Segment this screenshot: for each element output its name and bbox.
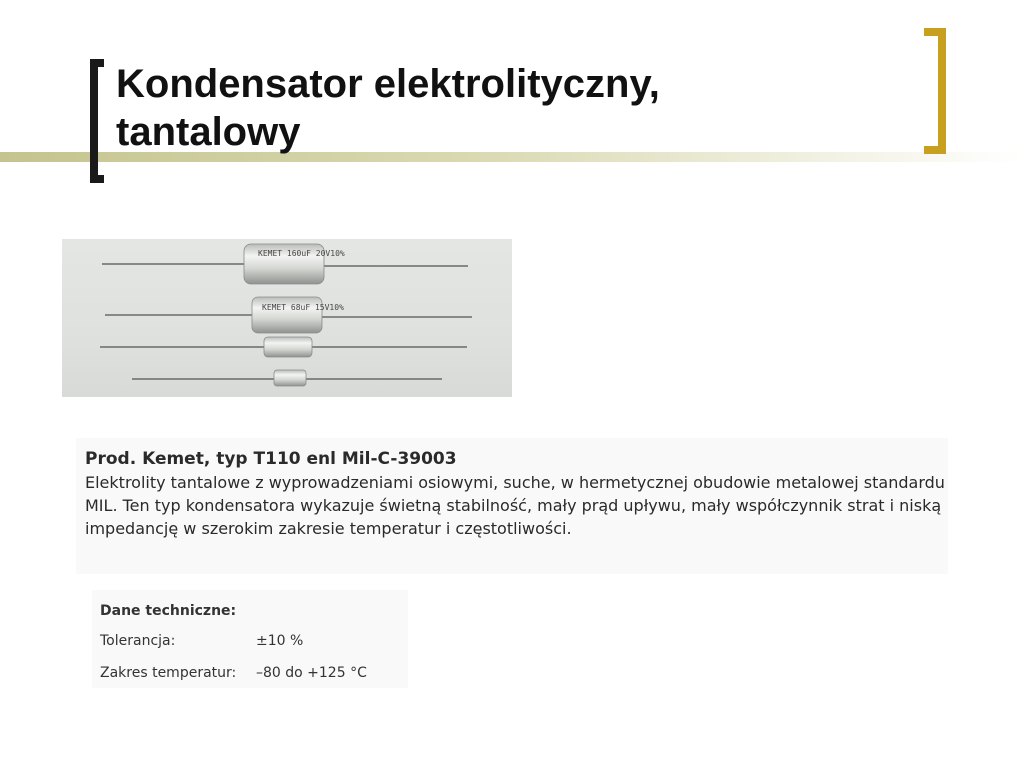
tech-row-value: ±10 %: [256, 633, 304, 649]
capacitor-4: [132, 370, 442, 386]
capacitors-illustration: [62, 239, 512, 397]
left-bracket-decoration: [90, 59, 104, 183]
capacitors-photo: [62, 239, 512, 397]
capacitor-1-label: KEMET 160uF 20V10%: [258, 249, 345, 258]
technical-data-box: [92, 590, 408, 688]
tech-row-tolerance: [100, 633, 303, 649]
tech-row-label: Tolerancja:: [100, 633, 176, 649]
slide-title: [116, 60, 660, 156]
capacitor-2: [105, 297, 472, 333]
product-description-box: [76, 438, 948, 574]
tech-row-label: Zakres temperatur:: [100, 665, 237, 681]
tech-row-temperature: [100, 665, 367, 681]
right-bracket-decoration: [924, 28, 946, 154]
technical-data-title: Dane techniczne:: [100, 603, 237, 619]
tech-row-value: –80 do +125 °C: [256, 665, 367, 681]
capacitor-1: [102, 244, 468, 284]
capacitor-3: [100, 337, 467, 357]
product-description: Elektrolity tantalowe z wyprowadzeniami osiowymi, suche, w hermetycznej obudowie metalowej standardu MIL. Ten typ kondensatora wykazuje świetną stabilność, mały prąd upływu, mały współczynnik strat i niską impedancję w szerokim zakresie temperatur i częstotliwości.: [85, 473, 945, 538]
slide-title-line-2: tantalowy: [116, 110, 301, 154]
product-title: Prod. Kemet, typ T110 enl Mil-C-39003: [85, 449, 457, 469]
slide-title-line-1: Kondensator elektrolityczny,: [116, 62, 660, 106]
capacitor-2-label: KEMET 68uF 15V10%: [262, 303, 344, 312]
